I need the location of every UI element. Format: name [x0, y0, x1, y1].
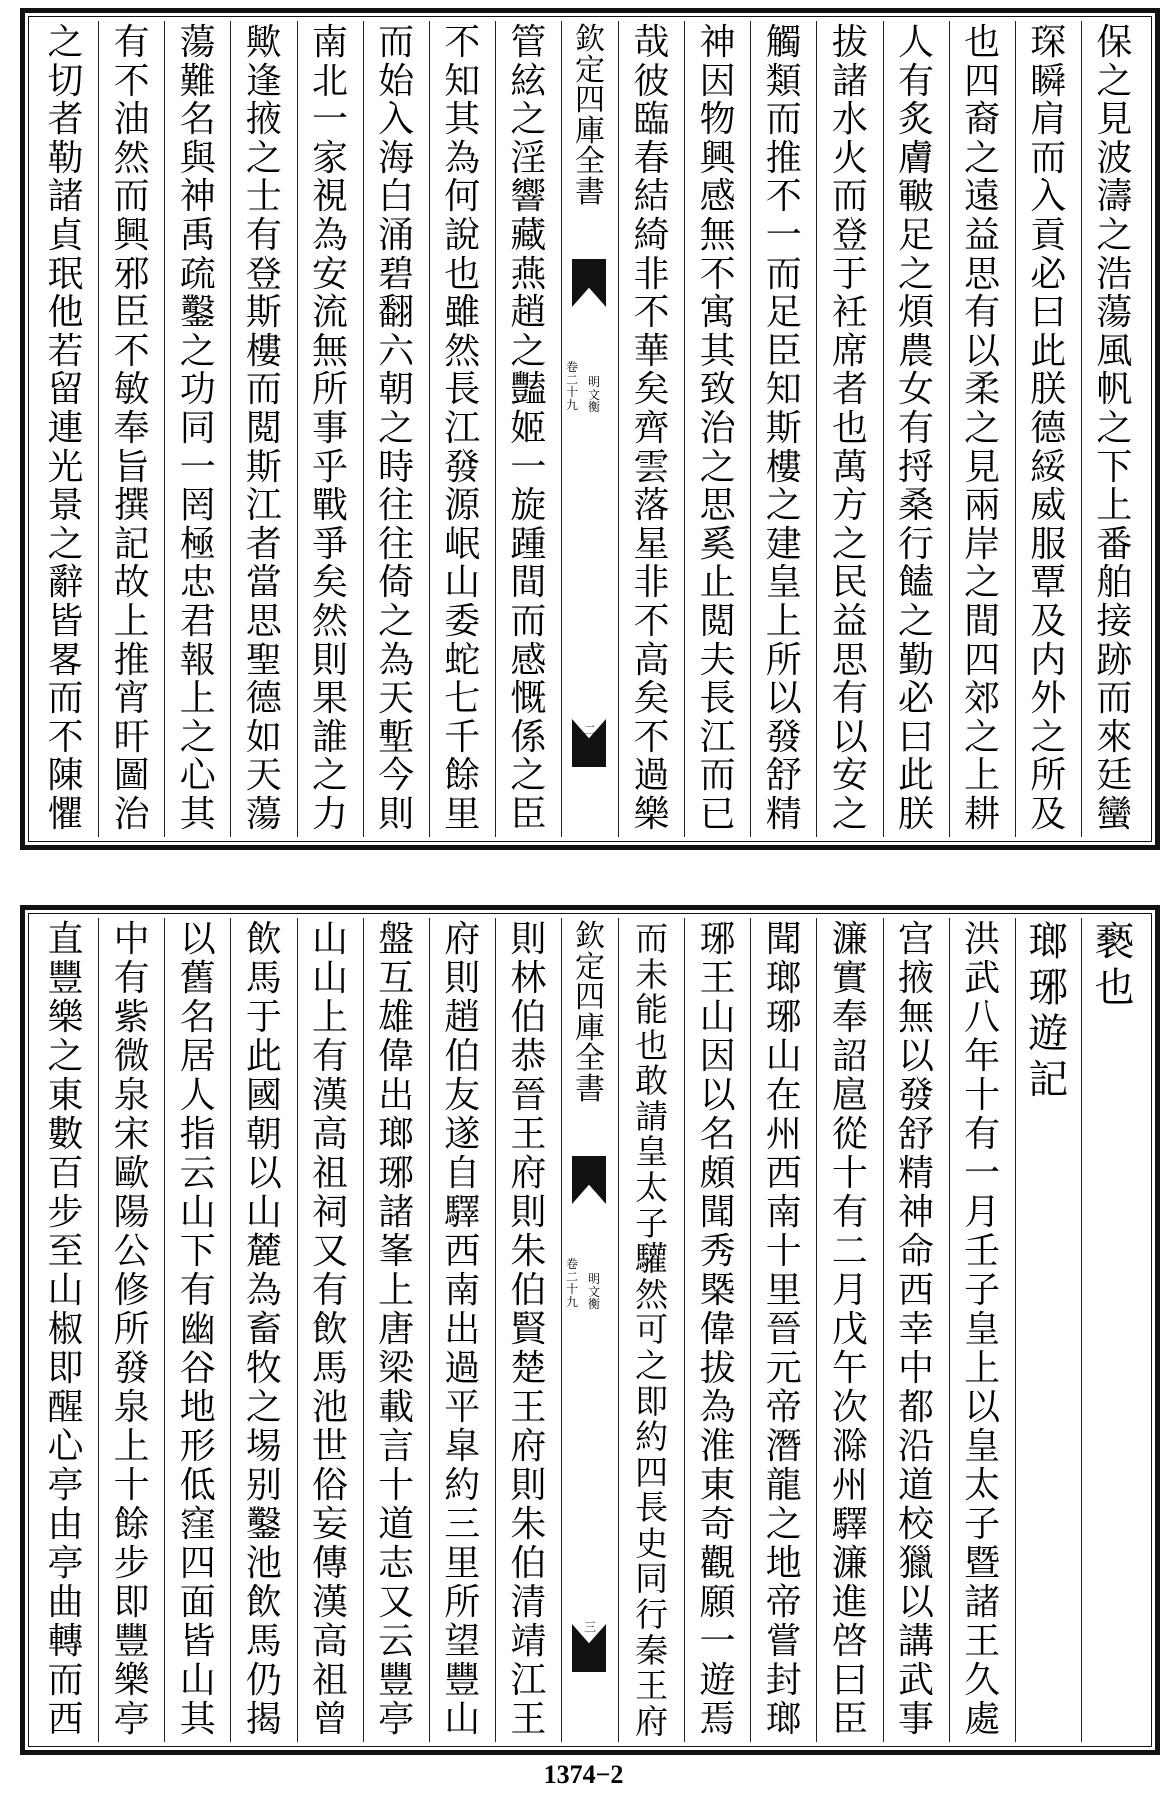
text-column [1015, 918, 1081, 1742]
text-columns [33, 918, 1147, 1742]
text-column [684, 21, 750, 837]
text-column [33, 21, 98, 837]
column-text: 有 不 油 然 而 興 邪 臣 不 敏 奉 旨 撰 記 故 上 推 宵 旰 圖 治 [113, 22, 150, 835]
column-text: 歟 逢 掖 之 士 有 登 斯 樓 而 閲 斯 江 者 當 思 聖 德 如 天 蕩 [245, 22, 282, 835]
text-column [618, 918, 684, 1742]
text-column [98, 21, 164, 837]
text-column [33, 918, 98, 1742]
page-panel-upper [20, 8, 1160, 850]
column-text: 褻 也 [1094, 919, 1135, 1011]
text-columns [33, 21, 1147, 837]
column-text: 觸 類 而 推 不 一 而 足 臣 知 斯 樓 之 建 皇 上 所 以 發 舒 精 [765, 22, 802, 835]
column-text: 宫 掖 無 以 發 舒 精 神 命 西 幸 中 都 沿 道 校 獵 以 講 武 事 [898, 919, 935, 1740]
column-text: 直 豐 樂 之 東 數 百 步 至 山 椒 即 醒 心 亭 由 亭 曲 轉 而 西 [47, 919, 84, 1740]
text-column [429, 918, 495, 1742]
text-column [816, 21, 882, 837]
text-column [1081, 918, 1147, 1742]
column-text: 也 四 裔 之 遠 益 思 有 以 柔 之 見 兩 岸 之 間 四 郊 之 上 耕 [964, 22, 1001, 835]
text-column [230, 21, 296, 837]
column-text: 拔 諸 水 火 而 登 于 衽 席 者 也 萬 方 之 民 益 思 有 以 安 之 [831, 22, 868, 835]
text-column [949, 918, 1015, 1742]
text-column [883, 918, 949, 1742]
text-column [1015, 21, 1081, 837]
column-text: 瑯 琊 遊 記 [1028, 919, 1069, 1103]
column-text: 人 有 炙 膚 皸 足 之 煩 農 女 有 捋 桑 行 饁 之 勤 必 曰 此 朕 [898, 22, 935, 835]
text-column [164, 21, 230, 837]
book-title: 明 文 衡 [588, 1272, 601, 1312]
text-column [429, 21, 495, 837]
fish-tail-mark [572, 259, 606, 307]
fish-tail-mark [572, 1156, 606, 1204]
text-column [363, 21, 429, 837]
column-text: 南 北 一 家 視 為 安 流 無 所 事 乎 戰 爭 矣 然 則 果 誰 之 力 [312, 22, 349, 835]
column-text: 山 山 上 有 漢 高 祖 祠 又 有 飲 馬 池 世 俗 妄 傳 漢 高 祖 曾 [312, 919, 349, 1740]
book-title: 明 文 衡 [588, 375, 601, 415]
text-column [297, 21, 363, 837]
text-column [164, 918, 230, 1742]
text-column [363, 918, 429, 1742]
volume-label: 卷 二 十 九 [566, 1257, 579, 1309]
page-number-footer: 1374−2 [543, 1760, 624, 1789]
column-text: 則 林 伯 恭 晉 王 府 則 朱 伯 賢 楚 王 府 則 朱 伯 清 靖 江 王 [510, 919, 547, 1740]
column-text: 哉 彼 臨 春 結 綺 非 不 華 矣 齊 雲 落 星 非 不 高 矣 不 過 樂 [633, 22, 670, 835]
center-gutter [561, 918, 618, 1742]
text-column [297, 918, 363, 1742]
column-text: 聞 瑯 琊 山 在 州 西 南 十 里 晉 元 帝 潛 龍 之 地 帝 嘗 封 瑯 [765, 919, 802, 1740]
text-column [98, 918, 164, 1742]
text-column [750, 21, 816, 837]
collection-title: 欽 定 四 庫 全 書 [575, 919, 605, 1107]
column-text: 洪 武 八 年 十 有 一 月 壬 子 皇 上 以 皇 太 子 暨 諸 王 久 處 [964, 919, 1001, 1740]
column-text: 管 絃 之 淫 響 藏 燕 趙 之 豔 姬 一 旋 踵 間 而 感 慨 係 之 臣 [510, 22, 547, 835]
volume-label: 卷 二 十 九 [566, 360, 579, 412]
column-text: 琊 王 山 因 以 名 頗 聞 秀 槩 偉 拔 為 淮 東 奇 觀 願 一 遊 焉 [699, 919, 736, 1740]
column-text: 飲 馬 于 此 國 朝 以 山 麓 為 畜 牧 之 埸 别 鑿 池 飲 馬 仍 揭 [245, 919, 282, 1740]
page-panel-lower [20, 905, 1160, 1755]
column-text: 不 知 其 為 何 說 也 雖 然 長 江 發 源 岷 山 委 蛇 七 千 餘 里 [444, 22, 481, 835]
column-text: 府 則 趙 伯 友 遂 自 驛 西 南 出 過 平 皐 約 三 里 所 望 豐 山 [444, 919, 481, 1740]
text-column [949, 21, 1015, 837]
text-column [750, 918, 816, 1742]
column-text: 而 始 入 海 白 涌 碧 翻 六 朝 之 時 往 往 倚 之 為 天 塹 今 則 [378, 22, 415, 835]
column-text: 而 未 能 也 敢 請 皇 太 子 驩 然 可 之 即 約 四 長 史 同 行 秦 王 府 [635, 919, 669, 1741]
column-text: 琛 瞬 肩 而 入 貢 必 曰 此 朕 德 綏 威 服 覃 及 内 外 之 所 及 [1030, 22, 1067, 835]
text-column [684, 918, 750, 1742]
text-column [883, 21, 949, 837]
column-text: 盤 互 雄 偉 出 瑯 琊 諸 峯 上 唐 梁 載 言 十 道 志 又 云 豐 亭 [378, 919, 415, 1740]
column-text: 保 之 見 波 濤 之 浩 蕩 風 帆 之 下 上 番 舶 接 跡 而 來 廷 蠻 [1096, 22, 1133, 835]
column-text: 濂 實 奉 詔 扈 從 十 有 二 月 戊 午 次 滁 州 驛 濂 進 啓 曰 臣 [831, 919, 868, 1740]
text-column [816, 918, 882, 1742]
column-text: 以 舊 名 居 人 指 云 山 下 有 幽 谷 地 形 低 窪 四 面 皆 山 其 [179, 919, 216, 1740]
collection-title: 欽 定 四 庫 全 書 [575, 22, 605, 210]
column-text: 之 切 者 勒 諸 貞 珉 他 若 留 連 光 景 之 辭 皆 畧 而 不 陳 懼 [47, 22, 84, 835]
column-text: 神 因 物 興 感 無 不 寓 其 致 治 之 思 奚 止 閲 夫 長 江 而 已 [699, 22, 736, 835]
leaf-number: 三 [583, 1620, 596, 1634]
leaf-number: 二 [583, 723, 596, 737]
text-column [230, 918, 296, 1742]
text-column [495, 21, 561, 837]
text-column [1081, 21, 1147, 837]
text-column [618, 21, 684, 837]
text-column [495, 918, 561, 1742]
column-text: 中 有 紫 微 泉 宋 歐 陽 公 修 所 發 泉 上 十 餘 步 即 豐 樂 亭 [113, 919, 150, 1740]
center-gutter [561, 21, 618, 837]
column-text: 蕩 難 名 與 神 禹 疏 鑿 之 功 同 一 罔 極 忠 君 報 上 之 心 其 [179, 22, 216, 835]
